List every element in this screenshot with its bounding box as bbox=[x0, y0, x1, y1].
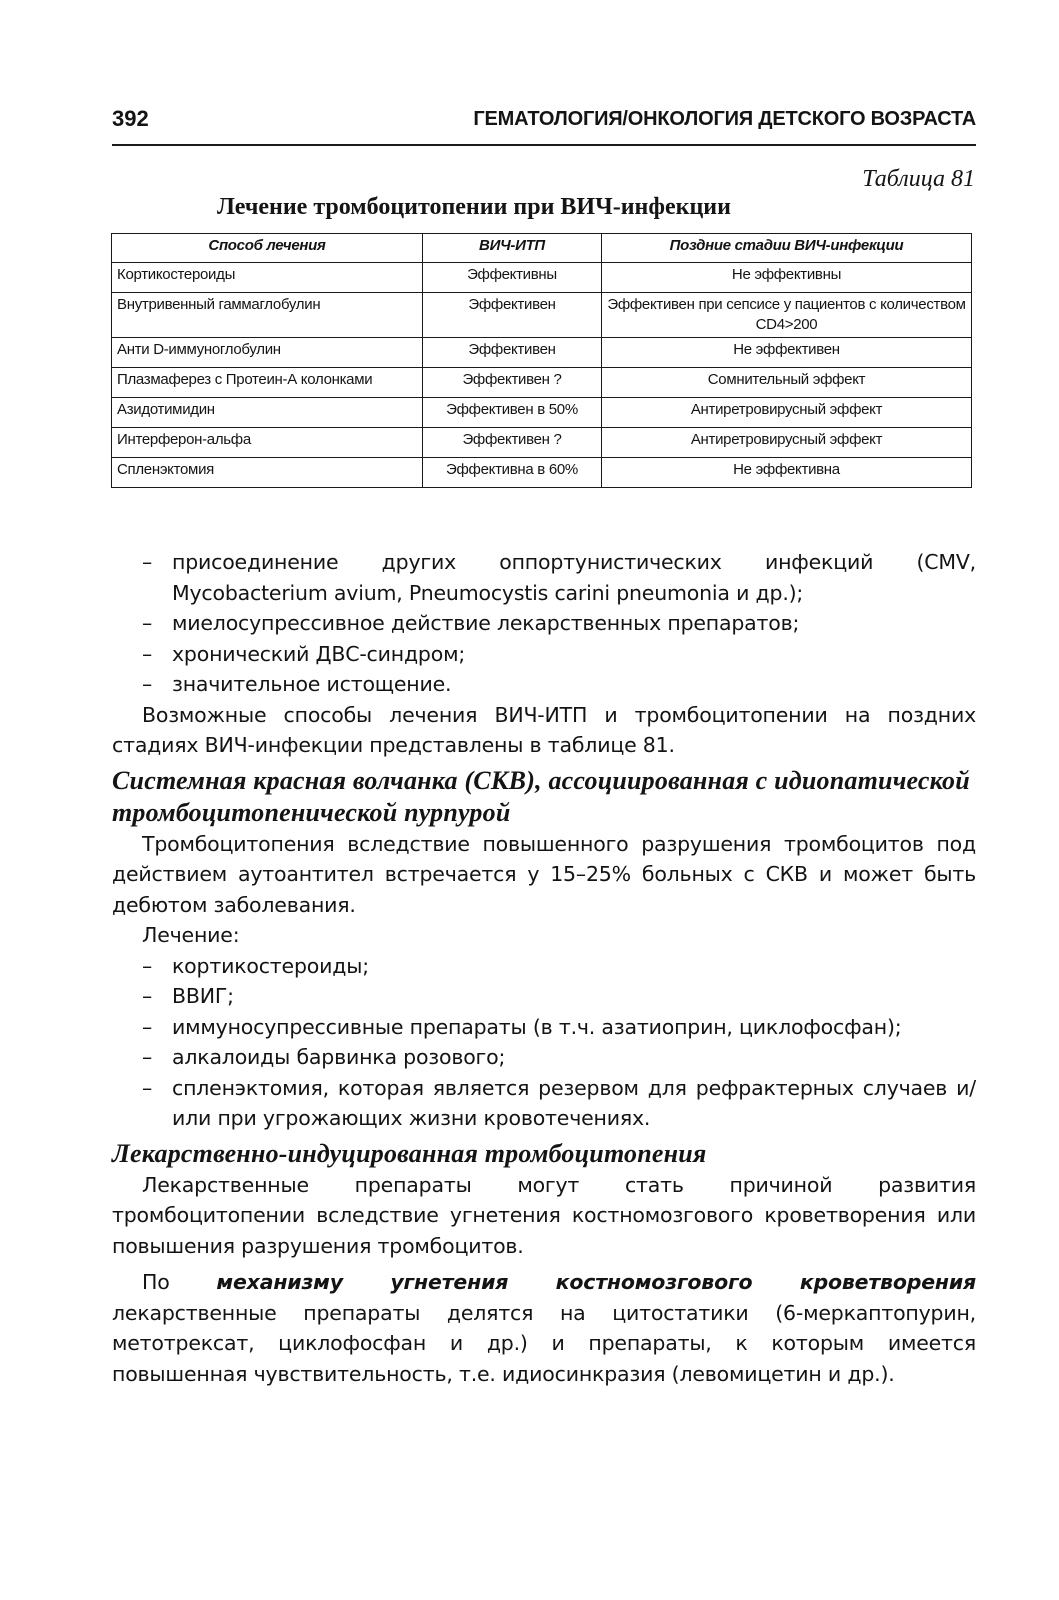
table-number: Таблица 81 bbox=[862, 166, 975, 192]
paragraph: Тромбоцитопения вследствие повышенного разрушения тромбоцитов под действием аутоантител встречается у 15–25% больных с СКВ и может быть дебютом заболевания. bbox=[112, 831, 976, 917]
emphasized-phrase: механизму угнетения костномозгового кроветворения bbox=[216, 1270, 976, 1294]
table-cell: Эффективен ? bbox=[423, 368, 602, 398]
table-cell: Антиретровирусный эффект bbox=[602, 398, 972, 428]
table-row bbox=[112, 458, 972, 488]
table-row bbox=[112, 398, 972, 428]
table-cell: Антиретровирусный эффект bbox=[602, 428, 972, 458]
table-cell: Не эффективны bbox=[602, 263, 972, 293]
list-item: – присоединение других оппортунистических инфекций (CMV, Mycobacterium avium, Pneumocystis carini pneumonia и др.); bbox=[142, 547, 976, 608]
complications-list bbox=[112, 547, 976, 700]
table-row bbox=[112, 263, 972, 293]
paragraph bbox=[112, 1267, 976, 1389]
table-cell: Сомнительный эффект bbox=[602, 368, 972, 398]
table-cell: Кортикостероиды bbox=[112, 263, 423, 293]
page-header bbox=[112, 100, 976, 146]
list-item: – хронический ДВС-синдром; bbox=[142, 639, 976, 670]
table-cell: Анти D-иммуноглобулин bbox=[112, 338, 423, 368]
table-title: Лечение тромбоцитопении при ВИЧ-инфекции bbox=[217, 194, 731, 220]
paragraph-rest: лекарственные препараты делятся на цитостатики (6-меркаптопурин, метотрексат, циклофосфан и др.) и препараты, к которым имеется повышенная чувствительность, т.е. идиосинкразия (левомицетин и др.). bbox=[112, 1300, 976, 1386]
table-cell: Спленэктомия bbox=[112, 458, 423, 488]
table-row bbox=[112, 338, 972, 368]
table-cell: Внутривенный гаммаглобулин bbox=[112, 293, 423, 338]
running-title: ГЕМАТОЛОГИЯ/ОНКОЛОГИЯ ДЕТСКОГО ВОЗРАСТА bbox=[473, 108, 976, 130]
list-item: – алкалоиды барвинка розового; bbox=[142, 1042, 976, 1073]
paragraph: Лекарственные препараты могут стать причиной развития тромбоцитопении вследствие угнетения костномозгового кроветворения или повышения разрушения тромбоцитов. bbox=[112, 1172, 976, 1258]
body-text bbox=[112, 547, 976, 1389]
list-item: – значительное истощение. bbox=[142, 669, 976, 700]
table-cell: Не эффективен bbox=[602, 338, 972, 368]
table-cell: Эффективен ? bbox=[423, 428, 602, 458]
column-header-hiv-itp: ВИЧ-ИТП bbox=[423, 234, 602, 263]
table-header-row bbox=[112, 234, 972, 263]
section-heading-drug-induced: Лекарственно-индуцированная тромбоцитопения bbox=[112, 1138, 707, 1168]
table-cell: Плазмаферез с Протеин-А колонками bbox=[112, 368, 423, 398]
list-item: – спленэктомия, которая является резервом для рефрактерных случаев и/или при угрожающих жизни кровотечениях. bbox=[142, 1073, 976, 1134]
paragraph-prefix: По bbox=[142, 1270, 170, 1294]
table-cell: Не эффективна bbox=[602, 458, 972, 488]
list-item: – миелосупрессивное действие лекарственных препаратов; bbox=[142, 608, 976, 639]
table-cell: Интерферон-альфа bbox=[112, 428, 423, 458]
treatment-label: Лечение: bbox=[142, 923, 240, 947]
section-heading-sle: Системная красная волчанка (СКВ), ассоциированная с идиопатической тромбоцитопенической пурпурой bbox=[112, 765, 970, 827]
column-header-late-stage: Поздние стадии ВИЧ-инфекции bbox=[602, 234, 972, 263]
table-row bbox=[112, 428, 972, 458]
list-item: – кортикостероиды; bbox=[142, 951, 976, 982]
paragraph: Возможные способы лечения ВИЧ-ИТП и тромбоцитопении на поздних стадиях ВИЧ-инфекции представлены в таблице 81. bbox=[112, 702, 976, 757]
table-row bbox=[112, 293, 972, 338]
list-item: – ВВИГ; bbox=[142, 981, 976, 1012]
sle-treatment-list bbox=[112, 951, 976, 1134]
table-cell: Эффективны bbox=[423, 263, 602, 293]
table-row bbox=[112, 368, 972, 398]
list-item: – иммуносупрессивные препараты (в т.ч. азатиоприн, циклофосфан); bbox=[142, 1012, 976, 1043]
table-cell: Эффективен при сепсисе у пациентов с количеством CD4>200 bbox=[602, 293, 972, 338]
treatment-table bbox=[111, 233, 972, 488]
table-cell: Эффективен bbox=[423, 338, 602, 368]
table-cell: Азидотимидин bbox=[112, 398, 423, 428]
table-cell: Эффективен bbox=[423, 293, 602, 338]
column-header-method: Способ лечения bbox=[112, 234, 423, 263]
page-number: 392 bbox=[112, 106, 149, 131]
table-cell: Эффективна в 60% bbox=[423, 458, 602, 488]
table-cell: Эффективен в 50% bbox=[423, 398, 602, 428]
